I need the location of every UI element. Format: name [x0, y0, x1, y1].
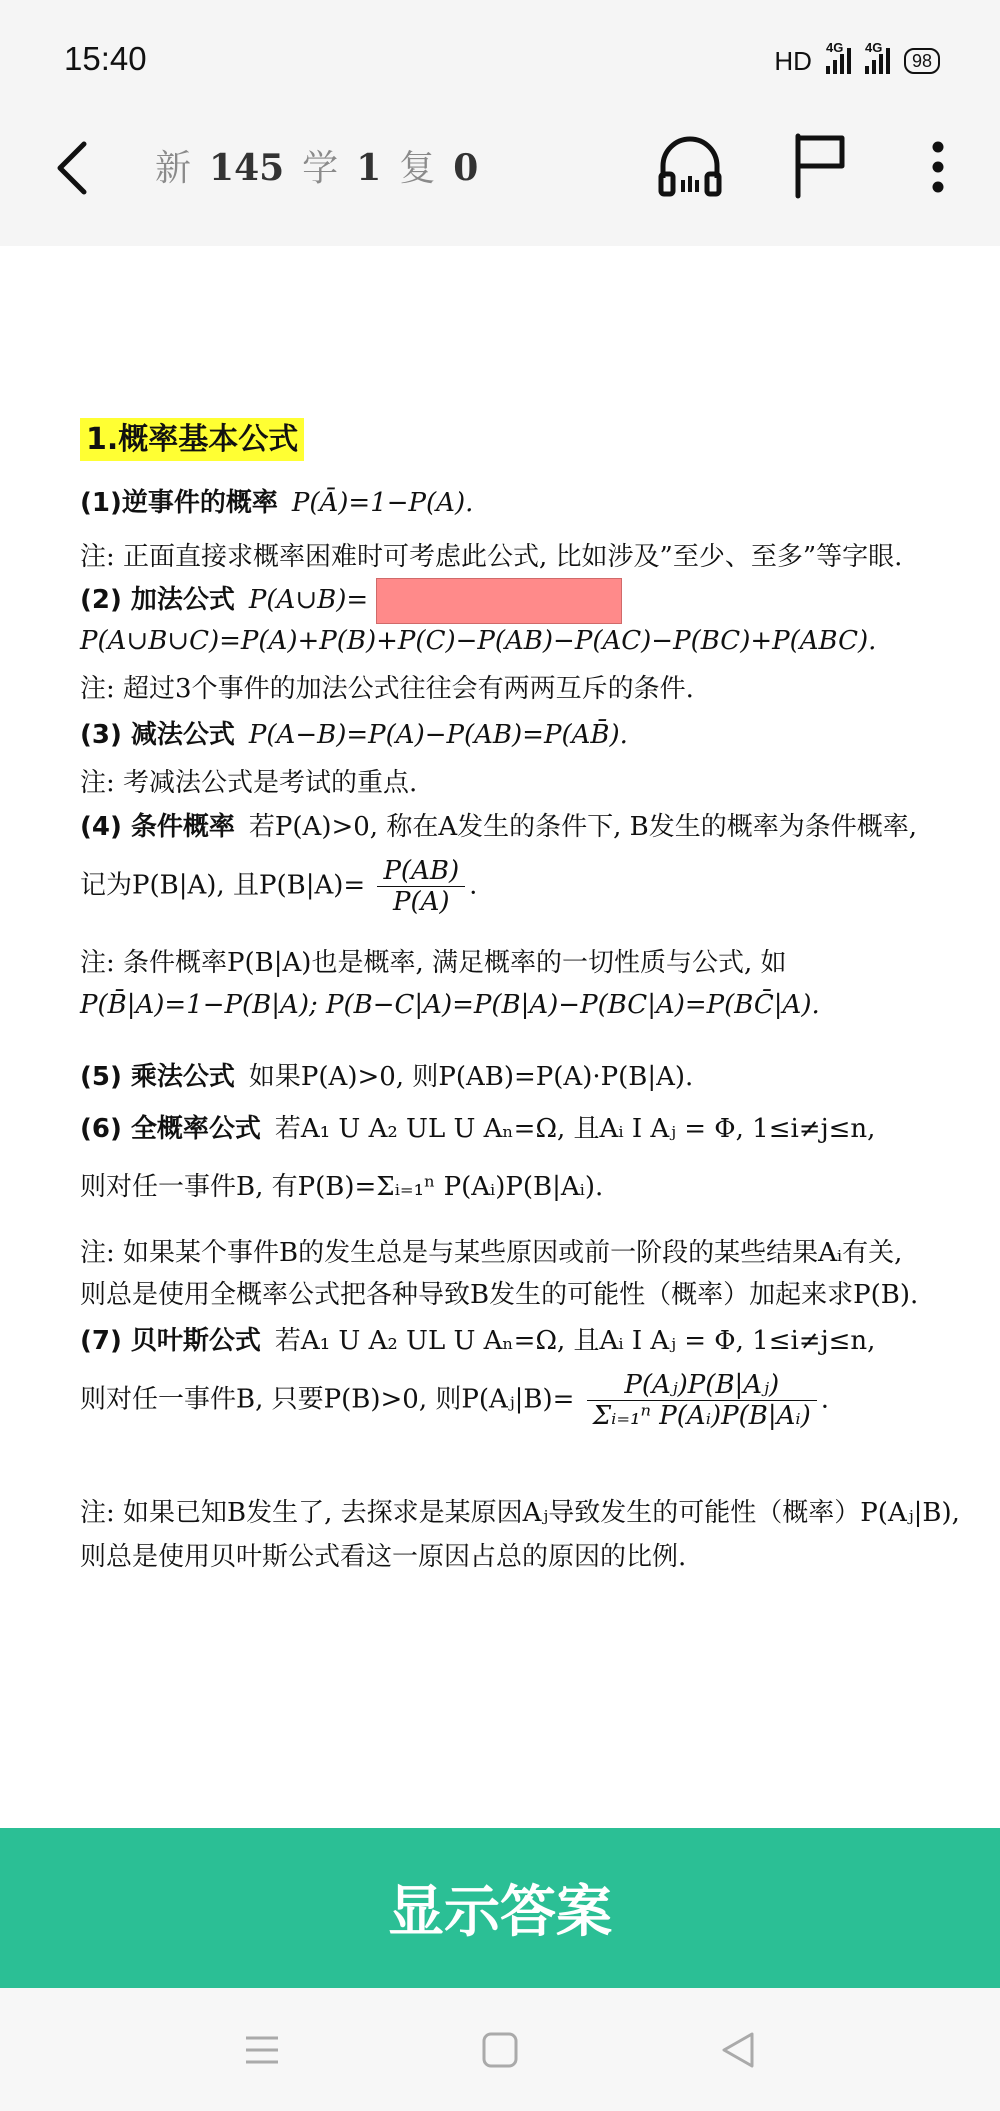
- section-bayes: (7) 贝叶斯公式 若A₁ U A₂ UL U Aₙ=Ω, 且Aᵢ I Aⱼ = Φ, 1≤i≠j≤n,: [80, 1326, 876, 1356]
- headphones-icon[interactable]: [655, 130, 725, 200]
- bayes-fraction: $\frac{\text{P(Aⱼ)P(B|Aⱼ)}}{\text{Σᵢ₌₁ⁿ P(Aᵢ)P(B|Aᵢ)}}$: [587, 1370, 817, 1431]
- more-options-icon[interactable]: [918, 140, 958, 194]
- top-bar: [0, 118, 1000, 246]
- signal-icon: 4G: [826, 48, 851, 74]
- card-heading: 1.概率基本公式: [80, 414, 304, 458]
- new-label: 新: [155, 148, 192, 189]
- section-conditional: (4) 条件概率 若P(A)>0, 称在A发生的条件下, B发生的概率为条件概率,: [80, 812, 918, 842]
- back-arrow-icon[interactable]: [52, 138, 96, 198]
- show-answer-button[interactable]: 显示答案: [0, 1828, 1000, 1988]
- status-time: 15:40: [64, 40, 147, 77]
- home-icon[interactable]: [480, 2030, 520, 2070]
- review-label: 复: [399, 148, 436, 189]
- menu-icon[interactable]: [242, 2030, 282, 2070]
- section-multiplication: (5) 乘法公式 如果P(A)>0, 则P(AB)=P(A)·P(B|A).: [80, 1062, 694, 1092]
- note-subtraction: 注: 考减法公式是考试的重点.: [80, 768, 418, 798]
- note-complement: 注: 正面直接求概率困难时可考虑此公式, 比如涉及”至少、至多”等字眼.: [80, 542, 903, 572]
- battery-icon: 98: [904, 48, 940, 74]
- cloze-mask[interactable]: [376, 578, 622, 624]
- section-addition: (2) 加法公式 P(A∪B)=: [80, 578, 622, 624]
- flag-icon[interactable]: [790, 130, 850, 200]
- status-indicators: [774, 40, 940, 78]
- formula-addition-three: P(A∪B∪C)=P(A)+P(B)+P(C)−P(AB)−P(AC)−P(BC)+P(ABC).: [80, 626, 877, 656]
- note-conditional: 注: 条件概率P(B|A)也是概率, 满足概率的一切性质与公式, 如: [80, 948, 787, 978]
- back-icon[interactable]: [718, 2030, 758, 2070]
- conditional-fraction: $\frac{P(AB)}{P(A)}$: [377, 856, 465, 917]
- status-bar: [0, 0, 1000, 118]
- learn-label: 学: [302, 148, 339, 189]
- total-probability-formula: 则对任一事件B, 有P(B)=Σᵢ₌₁ⁿ P(Aᵢ)P(B|Aᵢ).: [80, 1172, 604, 1202]
- review-count: 0: [453, 147, 479, 189]
- study-counts: [155, 140, 478, 191]
- bayes-formula: 则对任一事件B, 只要P(B)>0, 则P(Aⱼ|B)= $\frac{\text{P(Aⱼ)P(B|Aⱼ)}}{\text{Σᵢ₌₁ⁿ P(Aᵢ)P(B|Aᵢ)}}$ .: [80, 1370, 830, 1431]
- note-total-probability: 注: 如果某个事件B的发生总是与某些原因或前一阶段的某些结果Aᵢ有关,: [80, 1238, 903, 1268]
- conditional-definition: 记为P(B|A), 且P(B|A)= $\frac{P(AB)}{P(A)}$ .: [80, 856, 478, 917]
- section-complement: (1)逆事件的概率 P(Ā)=1−P(A).: [80, 488, 474, 518]
- signal-icon: 4G: [865, 48, 890, 74]
- note-addition: 注: 超过3个事件的加法公式往往会有两两互斥的条件.: [80, 674, 694, 704]
- new-count: 145: [209, 147, 285, 189]
- note-bayes: 注: 如果已知B发生了, 去探求是某原因Aⱼ导致发生的可能性（概率）P(Aⱼ|B),: [80, 1498, 960, 1528]
- note-total-probability-2: 则总是使用全概率公式把各种导致B发生的可能性（概率）加起来求P(B).: [80, 1280, 919, 1310]
- note-bayes-2: 则总是使用贝叶斯公式看这一原因占总的原因的比例.: [80, 1542, 687, 1572]
- learn-count: 1: [356, 147, 382, 189]
- note-conditional-formula: P(B̄|A)=1−P(B|A); P(B−C|A)=P(B|A)−P(BC|A)=P(BC̄|A).: [80, 990, 820, 1020]
- section-total-probability: (6) 全概率公式 若A₁ U A₂ UL U Aₙ=Ω, 且Aᵢ I Aⱼ = Φ, 1≤i≠j≤n,: [80, 1114, 876, 1144]
- section-subtraction: (3) 减法公式 P(A−B)=P(A)−P(AB)=P(AB̄).: [80, 720, 628, 750]
- network-hd-label: HD: [774, 45, 812, 76]
